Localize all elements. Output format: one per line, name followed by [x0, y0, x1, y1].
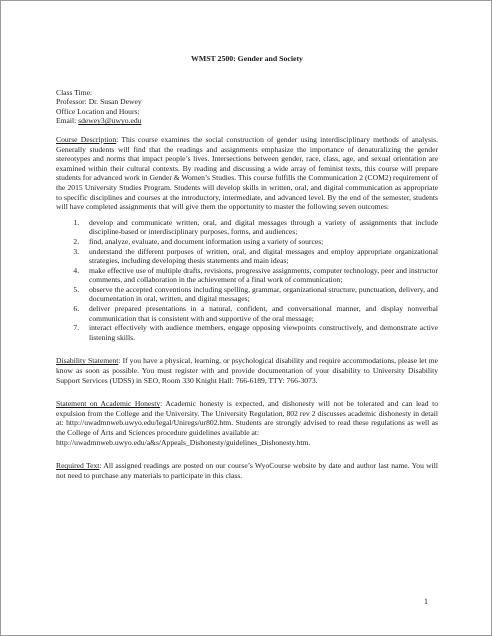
required-text-section	[56, 461, 438, 480]
outcome-item: 2. find, analyze, evaluate, and document information using a variety of sources;	[81, 237, 438, 247]
academic-honesty-section	[56, 399, 438, 437]
academic-honesty-heading: Statement on Academic Honesty	[56, 399, 161, 409]
outcomes-list	[56, 218, 438, 343]
page-content	[56, 54, 438, 480]
disability-text: : If you have a physical, learning, or psychological disability and require accommodations, please let me know as soon as possible. You must register with and provide documentation of your disability to University Disability Support Services (UDSS) in SEO, Room 330 Knight Hall: 766-6189, TTY: 766-3073.	[56, 356, 439, 385]
outcome-item: 4. make effective use of multiple drafts, revisions, progressive assignments, computer technology, peer and instructor comments, and collaboration in the achievement of a final work of communication;	[81, 266, 438, 285]
course-description-text: : This course examines the social construction of gender using interdisciplinary methods of analysis. Generally students will find that the readings and assignments emphasize the importance of denaturalizing the gender stereotypes and norms that impact people’s lives. Intersections between gender, race, class, age, and sexual orientation are examined within their cultural contexts. By reading and discussing a wide array of feminist texts, this course will prepare students for advanced work in Gender & Women’s Studies. This course fulfills the Communication 2 (COM2) requirement of the 2015 University Studies Program. Students will develop skills in written, oral, and digital communication as appropriate to specific disciplines and courses at the introductory, intermediate, and advanced level. By the end of the semester, students will have completed assignments that will give them the opportunity to master the following seven outcomes:	[56, 134, 438, 212]
email-label: Email:	[56, 116, 79, 126]
outcome-item: 3. understand the different purposes of written, oral, and digital messages and employ appropriate organizational strategies, including developing thesis statements and main ideas;	[81, 247, 438, 266]
course-info-block	[56, 88, 438, 126]
disability-section	[56, 356, 438, 385]
page-number: 1	[424, 597, 428, 606]
required-text-heading: Required Text	[56, 461, 100, 471]
office-line: Office Location and Hours:	[56, 106, 140, 116]
disability-heading: Disability Statement	[56, 356, 119, 366]
required-text-body: : All assigned readings are posted on our course’s WyoCourse website by date and author last name. You will not need to purchase any materials to participate in this class.	[56, 461, 439, 480]
class-time-line: Class Time:	[56, 87, 93, 97]
outcome-item: 5. observe the accepted conventions including spelling, grammar, organizational structure, punctuation, delivery, and documentation in oral, written, and digital messages;	[81, 285, 438, 304]
email-link[interactable]: sdewey3@uwyo.edu	[78, 116, 142, 126]
academic-honesty-text: : Academic honesty is expected, and dishonesty will not be tolerated and can lead to expulsion from the College and the University. The University Regulation, 802 rev 2 discusses academic dishonesty in detail at: http://uwadmnweb.uwyo.edu/legal/Uniregs/ur802.htm. Students are strongly advised to read these regulations as well as the College of Arts and Sciences procedure guidelines available at:	[56, 399, 439, 437]
professor-line: Professor: Dr. Susan Dewey	[56, 97, 142, 107]
outcome-item: 1. develop and communicate written, oral, and digital messages through a variety of assignments that include discipline-based or interdisciplinary purposes, forms, and audiences;	[81, 218, 438, 237]
outcome-item: 7. interact effectively with audience members, engage opposing viewpoints constructively, and demonstrate active listening skills.	[81, 323, 438, 342]
document-title: WMST 2500: Gender and Society	[191, 54, 303, 63]
email-line	[56, 116, 438, 126]
course-description-section	[56, 135, 438, 212]
outcome-item: 6. deliver prepared presentations in a natural, confident, and conversational manner, and display nonverbal communication that is consistent with and supportive of the oral message;	[81, 304, 438, 323]
course-description-heading: Course Description	[56, 134, 117, 144]
guidelines-url: http://uwadmnweb.uwyo.edu/a&s/Appeals_Dishonesty/guidelines_Dishonesty.htm.	[56, 437, 311, 447]
